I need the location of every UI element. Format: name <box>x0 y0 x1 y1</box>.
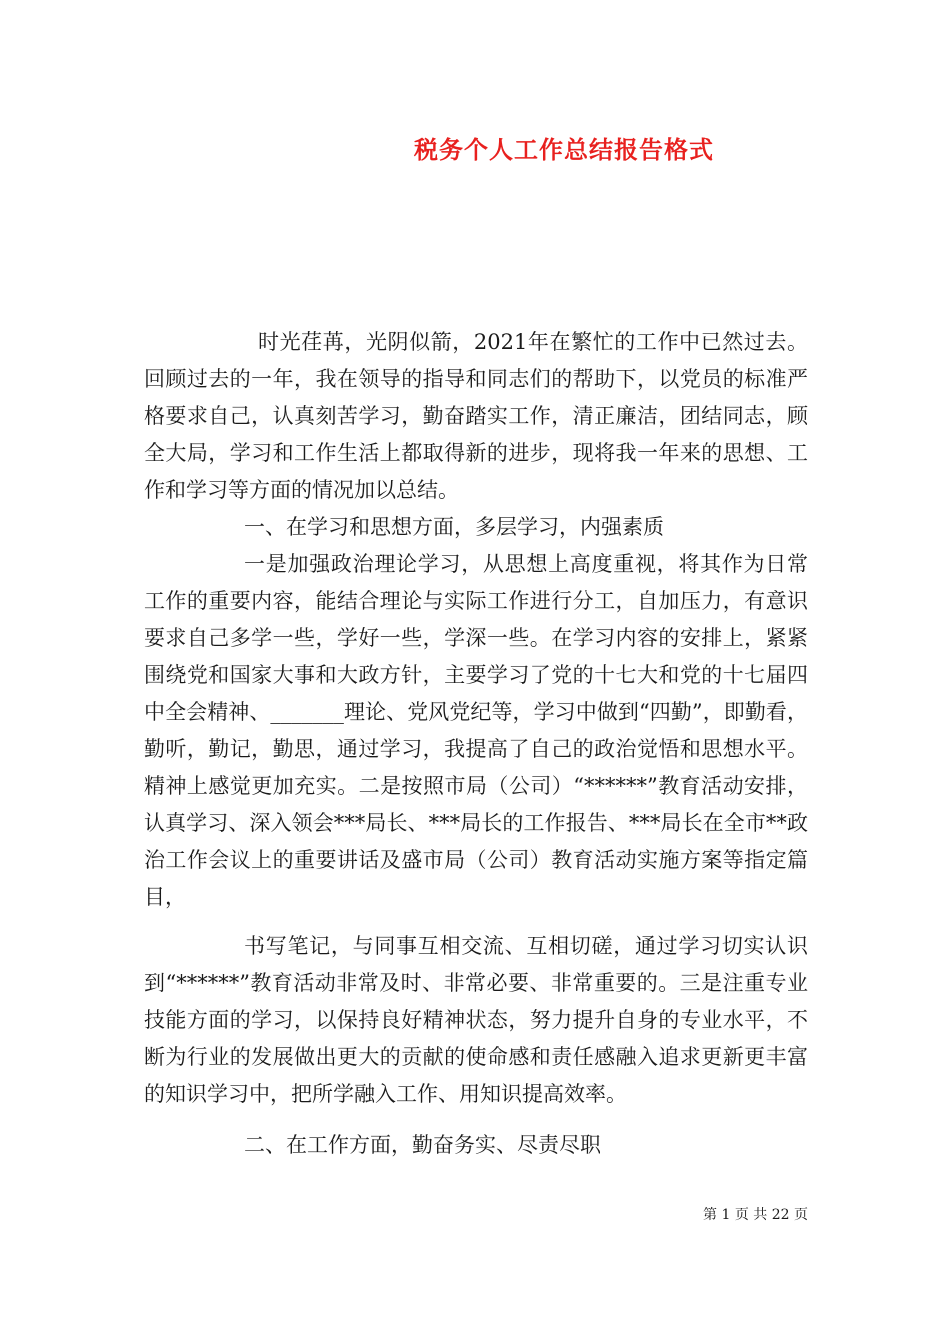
page-number: 第 1 页 共 22 页 <box>703 1207 808 1223</box>
section-heading-1: 一、在学习和思想方面，多层学习，内强素质 <box>244 515 664 539</box>
paragraph-notes: 书写笔记，与同事互相交流、互相切磋，通过学习切实认识到“******”教育活动非常及时、非常必要、非常重要的。三是注重专业技能方面的学习，以保持良好精神状态，努力提升自身的专业水平，不断为行业的发展做出更大的贡献的使命感和责任感融入追求更新更丰富的知识学习中，把所学融入工作、用知识提高效率。 <box>144 934 808 1106</box>
paragraph-intro: 时光荏苒，光阴似箭，2021年在繁忙的工作中已然过去。回顾过去的一年，我在领导的指导和同志们的帮助下，以党员的标准严格要求自己，认真刻苦学习，勤奋踏实工作，清正廉洁，团结同志，顾全大局，学习和工作生活上都取得新的进步，现将我一年来的思想、工作和学习等方面的情况加以总结。 <box>144 330 808 502</box>
document-title: 税务个人工作总结报告格式 <box>414 135 714 164</box>
paragraph-study: 一是加强政治理论学习，从思想上高度重视，将其作为日常工作的重要内容，能结合理论与实际工作进行分工，自加压力，有意识要求自己多学一些，学好一些，学深一些。在学习内容的安排上，紧紧围绕党和国家大事和大政方针，主要学习了党的十七大和党的十七届四中全会精神、_______理论、党风党纪等，学习中做到“四勤”，即勤看，勤听，勤记，勤思，通过学习，我提高了自己的政治觉悟和思想水平。精神上感觉更加充实。二是按照市局（公司）“******”教育活动安排，认真学习、深入领会***局长、***局长的工作报告、***局长在全市**政治工作会议上的重要讲话及盛市局（公司）教育活动实施方案等指定篇目， <box>144 552 808 909</box>
section-heading-2: 二、在工作方面，勤奋务实、尽责尽职 <box>244 1133 601 1157</box>
document-body <box>144 324 808 1164</box>
